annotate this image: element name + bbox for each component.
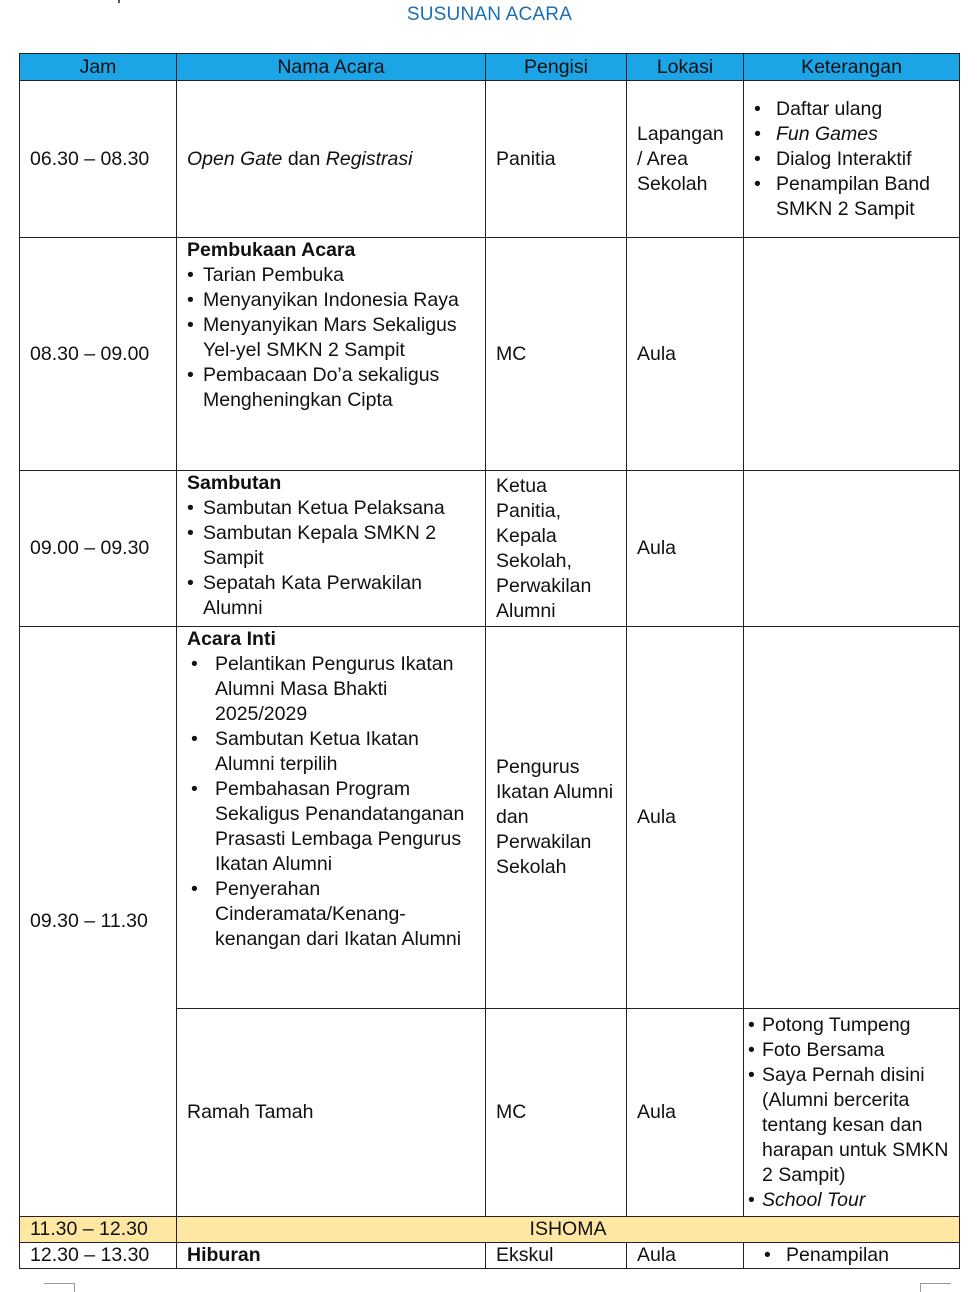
list-item: • Potong Tumpeng — [748, 1013, 955, 1038]
cell-keterangan — [744, 627, 960, 1009]
cell-keterangan — [744, 1243, 960, 1269]
header-jam: Jam — [20, 54, 177, 81]
cell-lokasi: Aula — [627, 627, 744, 1009]
section-heading: Pembukaan Acara — [187, 239, 356, 261]
nama-mid: dan — [282, 147, 326, 170]
header-lokasi: Lokasi — [627, 54, 744, 81]
cell-nama-acara: Ramah Tamah — [177, 1009, 486, 1217]
cell-jam: 11.30 – 12.30 — [20, 1217, 177, 1243]
list-item: • Daftar ulang — [748, 97, 955, 122]
page-corner-mark — [118, 0, 120, 3]
list-item: • Sepatah Kata Perwakilan Alumni — [187, 571, 475, 621]
cell-ishoma: ISHOMA — [177, 1217, 960, 1243]
list-item: • Menyanyikan Mars Sekaligus Yel-yel SMKN 2 Sampit — [187, 313, 475, 363]
table-row — [20, 81, 960, 238]
cell-lokasi: Aula — [627, 238, 744, 471]
cell-lokasi: Aula — [627, 1243, 744, 1269]
keterangan-list — [748, 1243, 955, 1268]
list-item: • Penampilan — [748, 1243, 955, 1268]
list-item: • Menyanyikan Indonesia Raya — [187, 288, 475, 313]
list-item: • Pembacaan Do’a sekaligus Mengheningkan Cipta — [187, 363, 475, 413]
list-item: • School Tour — [748, 1188, 955, 1213]
nama-em-2: Registrasi — [325, 147, 413, 170]
list-item: • Pembahasan Program Sekaligus Penandatanganan Prasasti Lembaga Pengurus Ikatan Alumni — [187, 777, 475, 877]
cell-keterangan — [744, 81, 960, 238]
cell-jam: 09.30 – 11.30 — [20, 627, 177, 1217]
list-item: • Sambutan Ketua Pelaksana — [187, 496, 475, 521]
agenda-list — [187, 652, 475, 952]
table-row — [20, 627, 960, 1009]
list-item: • Penampilan Band SMKN 2 Sampit — [748, 172, 955, 222]
agenda-list — [187, 496, 475, 621]
table-row — [20, 1243, 960, 1269]
cell-nama-acara — [177, 627, 486, 1009]
list-item: • Saya Pernah disini (Alumni bercerita tentang kesan dan harapan untuk SMKN 2 Sampit) — [748, 1063, 955, 1188]
section-heading: Acara Inti — [187, 628, 276, 650]
page-corner-mark — [44, 1283, 75, 1292]
keterangan-list — [748, 97, 955, 222]
cell-pengisi: Ekskul — [486, 1243, 627, 1269]
list-item: • Tarian Pembuka — [187, 263, 475, 288]
cell-pengisi: Pengurus Ikatan Alumni dan Perwakilan Sekolah — [486, 627, 627, 1009]
list-item: • Fun Games — [748, 122, 955, 147]
cell-nama-acara — [177, 238, 486, 471]
cell-keterangan — [744, 1009, 960, 1217]
cell-jam: 06.30 – 08.30 — [20, 81, 177, 238]
cell-nama-acara — [177, 471, 486, 627]
header-pengisi: Pengisi — [486, 54, 627, 81]
cell-pengisi: Ketua Panitia, Kepala Sekolah, Perwakilan Alumni — [486, 471, 627, 627]
cell-jam: 12.30 – 13.30 — [20, 1243, 177, 1269]
page-corner-mark — [920, 1283, 951, 1292]
keterangan-list — [748, 1013, 955, 1213]
list-item: • Sambutan Ketua Ikatan Alumni terpilih — [187, 727, 475, 777]
header-nama-acara: Nama Acara — [177, 54, 486, 81]
list-item: • Pelantikan Pengurus Ikatan Alumni Masa Bhakti 2025/2029 — [187, 652, 475, 727]
cell-lokasi: Lapangan / Area Sekolah — [627, 81, 744, 238]
cell-pengisi: Panitia — [486, 81, 627, 238]
cell-keterangan — [744, 471, 960, 627]
cell-pengisi: MC — [486, 238, 627, 471]
table-row-ishoma — [20, 1217, 960, 1243]
cell-keterangan — [744, 238, 960, 471]
table-row — [20, 238, 960, 471]
section-heading: Hiburan — [187, 1244, 261, 1266]
nama-em-1: Open Gate — [187, 147, 283, 170]
list-item: • Dialog Interaktif — [748, 147, 955, 172]
cell-nama-acara — [177, 81, 486, 238]
table-header-row — [20, 54, 960, 81]
cell-nama-acara — [177, 1243, 486, 1269]
cell-lokasi: Aula — [627, 471, 744, 627]
list-item: • Foto Bersama — [748, 1038, 955, 1063]
agenda-list — [187, 263, 475, 413]
table-row — [20, 471, 960, 627]
cell-jam: 09.00 – 09.30 — [20, 471, 177, 627]
list-item: • Sambutan Kepala SMKN 2 Sampit — [187, 521, 475, 571]
header-keterangan: Keterangan — [744, 54, 960, 81]
cell-pengisi: MC — [486, 1009, 627, 1217]
cell-jam: 08.30 – 09.00 — [20, 238, 177, 471]
section-heading: Sambutan — [187, 472, 282, 494]
cell-lokasi: Aula — [627, 1009, 744, 1217]
list-item: • Penyerahan Cinderamata/Kenang-kenangan dari Ikatan Alumni — [187, 877, 475, 952]
schedule-table — [19, 53, 960, 1269]
page-title: SUSUNAN ACARA — [406, 4, 573, 25]
